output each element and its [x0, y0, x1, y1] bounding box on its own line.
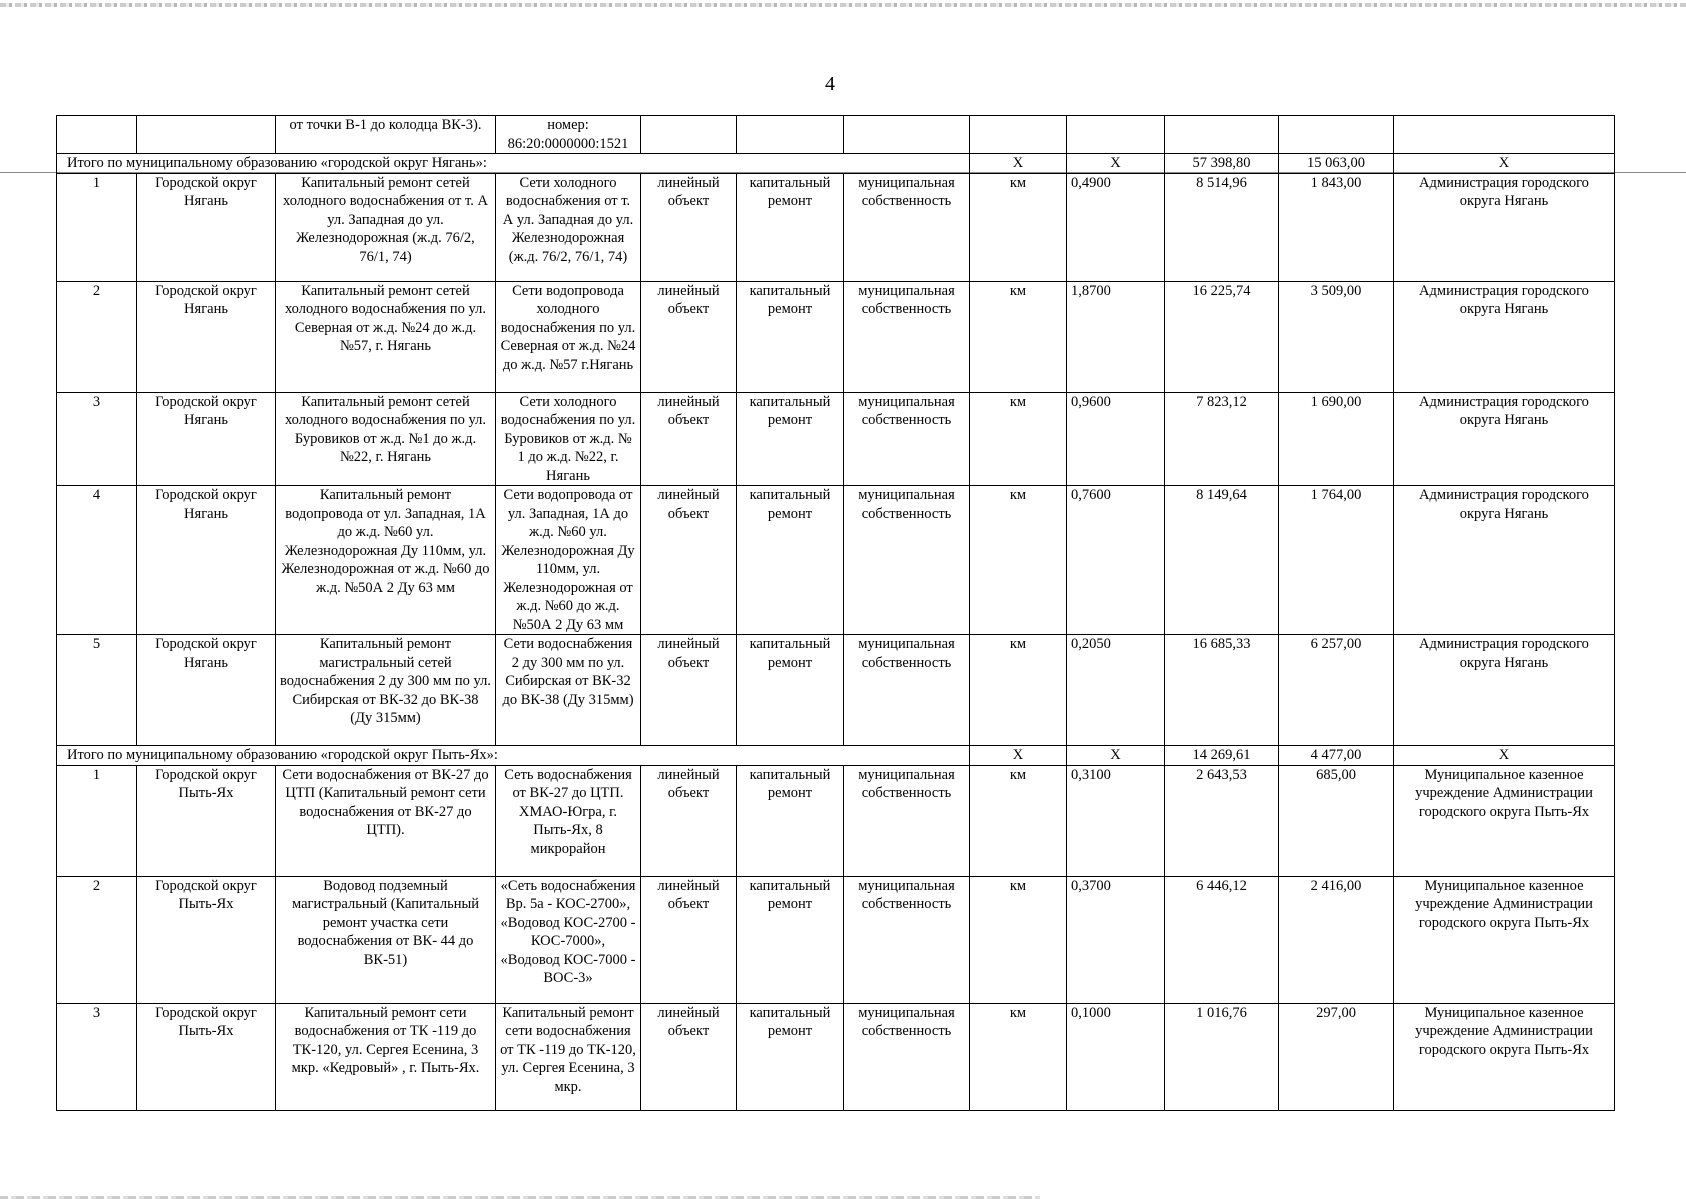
work-type-cell: капитальный ремонт: [737, 173, 844, 281]
row-number: 1: [57, 765, 137, 876]
municipality-cell: Городской округ Нягань: [137, 173, 276, 281]
unit-cell: км: [970, 765, 1067, 876]
unit-cell: км: [970, 1003, 1067, 1110]
table-row: [57, 635, 1615, 746]
object-cell: «Сеть водоснабжения Вр. 5а - КОС-2700», «Водовод КОС-2700 - КОС-7000», «Водовод КОС-7000 - ВОС-3»: [496, 876, 641, 1003]
table-cell: [137, 116, 276, 154]
table-cell: от точки В-1 до колодца ВК-3).: [276, 116, 496, 154]
table-cell: [1279, 116, 1394, 154]
section-total-label: Итого по муниципальному образованию «городской округ Пыть-Ях»:: [57, 746, 970, 766]
amount-cell: 1 764,00: [1279, 486, 1394, 635]
quantity-cell: 1,8700: [1067, 281, 1165, 392]
row-number: 4: [57, 486, 137, 635]
municipality-cell: Городской округ Нягань: [137, 486, 276, 635]
customer-cell: Муниципальное казенное учреждение Администрации городского округа Пыть-Ях: [1394, 876, 1615, 1003]
amount-cell: 1 843,00: [1279, 173, 1394, 281]
municipality-cell: Городской округ Пыть-Ях: [137, 765, 276, 876]
amount-cell: 3 509,00: [1279, 281, 1394, 392]
unit-cell: км: [970, 635, 1067, 746]
ownership-cell: муниципальная собственность: [844, 281, 970, 392]
work-type-cell: капитальный ремонт: [737, 876, 844, 1003]
amount-cell: 2 416,00: [1279, 876, 1394, 1003]
total-x-cell: Х: [970, 154, 1067, 174]
quantity-cell: 0,1000: [1067, 1003, 1165, 1110]
object-cell: Капитальный ремонт сети водоснабжения от ТК -119 до ТК-120, ул. Сергея Есенина, 3 мкр.: [496, 1003, 641, 1110]
table-cell: [1394, 116, 1615, 154]
municipality-cell: Городской округ Нягань: [137, 392, 276, 486]
amount-cell: 1 690,00: [1279, 392, 1394, 486]
work-name-cell: Капитальный ремонт сетей холодного водоснабжения от т. А ул. Западная до ул. Железнодорожная (ж.д. 76/2, 76/1, 74): [276, 173, 496, 281]
total-x-cell: Х: [1394, 746, 1615, 766]
object-cell: Сети водопровода от ул. Западная, 1А до ж.д. №60 ул. Железнодорожная Ду 110мм, ул. Железнодорожная от ж.д. №60 до ж.д. №50А 2 Ду 63 мм: [496, 486, 641, 635]
ownership-cell: муниципальная собственность: [844, 392, 970, 486]
table-cell: [57, 116, 137, 154]
work-name-cell: Капитальный ремонт сетей холодного водоснабжения по ул. Северная от ж.д. №24 до ж.д. №57, г. Нягань: [276, 281, 496, 392]
unit-cell: км: [970, 392, 1067, 486]
quantity-cell: 0,2050: [1067, 635, 1165, 746]
section-total-label: Итого по муниципальному образованию «городской округ Нягань»:: [57, 154, 970, 174]
work-name-cell: Водовод подземный магистральный (Капитальный ремонт участка сети водоснабжения от ВК- 44 до ВК-51): [276, 876, 496, 1003]
table-row: [57, 765, 1615, 876]
row-number: 2: [57, 281, 137, 392]
object-type-cell: линейный объект: [641, 392, 737, 486]
quantity-cell: 0,3700: [1067, 876, 1165, 1003]
object-type-cell: линейный объект: [641, 173, 737, 281]
quantity-cell: 0,9600: [1067, 392, 1165, 486]
amount-cell: 297,00: [1279, 1003, 1394, 1110]
customer-cell: Администрация городского округа Нягань: [1394, 281, 1615, 392]
table-row: [57, 876, 1615, 1003]
amount-cell: 6 257,00: [1279, 635, 1394, 746]
quantity-cell: 0,7600: [1067, 486, 1165, 635]
unit-cell: км: [970, 281, 1067, 392]
row-number: 3: [57, 392, 137, 486]
customer-cell: Администрация городского округа Нягань: [1394, 173, 1615, 281]
works-table: [56, 115, 1615, 1111]
cost-cell: 2 643,53: [1165, 765, 1279, 876]
ownership-cell: муниципальная собственность: [844, 635, 970, 746]
object-type-cell: линейный объект: [641, 765, 737, 876]
table-row: [57, 392, 1615, 486]
table-cell: [844, 116, 970, 154]
work-name-cell: Сети водоснабжения от ВК-27 до ЦТП (Капитальный ремонт сети водоснабжения от ВК-27 до ЦТП).: [276, 765, 496, 876]
object-type-cell: линейный объект: [641, 635, 737, 746]
object-type-cell: линейный объект: [641, 876, 737, 1003]
table-cell: [641, 116, 737, 154]
object-cell: Сеть водоснабжения от ВК-27 до ЦТП. ХМАО-Югра, г. Пыть-Ях, 8 микрорайон: [496, 765, 641, 876]
cost-cell: 8 514,96: [1165, 173, 1279, 281]
object-cell: Сети холодного водоснабжения по ул. Буровиков от ж.д. № 1 до ж.д. №22, г. Нягань: [496, 392, 641, 486]
customer-cell: Муниципальное казенное учреждение Администрации городского округа Пыть-Ях: [1394, 1003, 1615, 1110]
page-number: 4: [825, 73, 835, 95]
cost-cell: 6 446,12: [1165, 876, 1279, 1003]
work-type-cell: капитальный ремонт: [737, 392, 844, 486]
work-name-cell: Капитальный ремонт магистральный сетей водоснабжения 2 ду 300 мм по ул. Сибирская от ВК-32 до ВК-38 (Ду 315мм): [276, 635, 496, 746]
total-amount-cell: 4 477,00: [1279, 746, 1394, 766]
work-type-cell: капитальный ремонт: [737, 486, 844, 635]
quantity-cell: 0,3100: [1067, 765, 1165, 876]
table-cell: [737, 116, 844, 154]
total-cost-cell: 14 269,61: [1165, 746, 1279, 766]
scan-edge-top: [0, 3, 1686, 7]
table-cell: [1067, 116, 1165, 154]
cost-cell: 16 225,74: [1165, 281, 1279, 392]
table-row: [57, 281, 1615, 392]
total-x-cell: Х: [1394, 154, 1615, 174]
unit-cell: км: [970, 173, 1067, 281]
customer-cell: Администрация городского округа Нягань: [1394, 486, 1615, 635]
work-name-cell: Капитальный ремонт водопровода от ул. Западная, 1А до ж.д. №60 ул. Железнодорожная Ду 110мм, ул. Железнодорожная от ж.д. №60 до ж.д. №50А 2 Ду 63 мм: [276, 486, 496, 635]
object-type-cell: линейный объект: [641, 281, 737, 392]
work-type-cell: капитальный ремонт: [737, 765, 844, 876]
total-x-cell: Х: [1067, 154, 1165, 174]
customer-cell: Администрация городского округа Нягань: [1394, 392, 1615, 486]
cost-cell: 16 685,33: [1165, 635, 1279, 746]
customer-cell: Муниципальное казенное учреждение Администрации городского округа Пыть-Ях: [1394, 765, 1615, 876]
work-name-cell: Капитальный ремонт сети водоснабжения от ТК -119 до ТК-120, ул. Сергея Есенина, 3 мкр. «Кедровый» , г. Пыть-Ях.: [276, 1003, 496, 1110]
ownership-cell: муниципальная собственность: [844, 173, 970, 281]
cost-cell: 8 149,64: [1165, 486, 1279, 635]
section-total-row: [57, 746, 1615, 766]
municipality-cell: Городской округ Пыть-Ях: [137, 1003, 276, 1110]
object-cell: Сети холодного водоснабжения от т. А ул. Западная до ул. Железнодорожная (ж.д. 76/2, 76/1, 74): [496, 173, 641, 281]
section-total-row: [57, 154, 1615, 174]
customer-cell: Администрация городского округа Нягань: [1394, 635, 1615, 746]
cost-cell: 7 823,12: [1165, 392, 1279, 486]
unit-cell: км: [970, 876, 1067, 1003]
table-row: [57, 1003, 1615, 1110]
total-x-cell: Х: [1067, 746, 1165, 766]
table-cell: [1165, 116, 1279, 154]
row-number: 5: [57, 635, 137, 746]
table-row: [57, 173, 1615, 281]
work-type-cell: капитальный ремонт: [737, 635, 844, 746]
object-type-cell: линейный объект: [641, 1003, 737, 1110]
ownership-cell: муниципальная собственность: [844, 1003, 970, 1110]
object-cell: Сети водопровода холодного водоснабжения по ул. Северная от ж.д. №24 до ж.д. №57 г.Нягань: [496, 281, 641, 392]
table-row: [57, 486, 1615, 635]
row-number: 3: [57, 1003, 137, 1110]
object-cell: Сети водоснабжения 2 ду 300 мм по ул. Сибирская от ВК-32 до ВК-38 (Ду 315мм): [496, 635, 641, 746]
quantity-cell: 0,4900: [1067, 173, 1165, 281]
scan-edge-bottom: [0, 1196, 1040, 1199]
table-cell: номер: 86:20:0000000:1521: [496, 116, 641, 154]
municipality-cell: Городской округ Нягань: [137, 281, 276, 392]
municipality-cell: Городской округ Нягань: [137, 635, 276, 746]
work-name-cell: Капитальный ремонт сетей холодного водоснабжения по ул. Буровиков от ж.д. №1 до ж.д. №22, г. Нягань: [276, 392, 496, 486]
ownership-cell: муниципальная собственность: [844, 486, 970, 635]
ownership-cell: муниципальная собственность: [844, 765, 970, 876]
row-number: 1: [57, 173, 137, 281]
amount-cell: 685,00: [1279, 765, 1394, 876]
continuation-row: [57, 116, 1615, 154]
work-type-cell: капитальный ремонт: [737, 1003, 844, 1110]
total-x-cell: Х: [970, 746, 1067, 766]
row-number: 2: [57, 876, 137, 1003]
table-cell: [970, 116, 1067, 154]
object-type-cell: линейный объект: [641, 486, 737, 635]
municipality-cell: Городской округ Пыть-Ях: [137, 876, 276, 1003]
unit-cell: км: [970, 486, 1067, 635]
ownership-cell: муниципальная собственность: [844, 876, 970, 1003]
total-cost-cell: 57 398,80: [1165, 154, 1279, 174]
cost-cell: 1 016,76: [1165, 1003, 1279, 1110]
work-type-cell: капитальный ремонт: [737, 281, 844, 392]
total-amount-cell: 15 063,00: [1279, 154, 1394, 174]
